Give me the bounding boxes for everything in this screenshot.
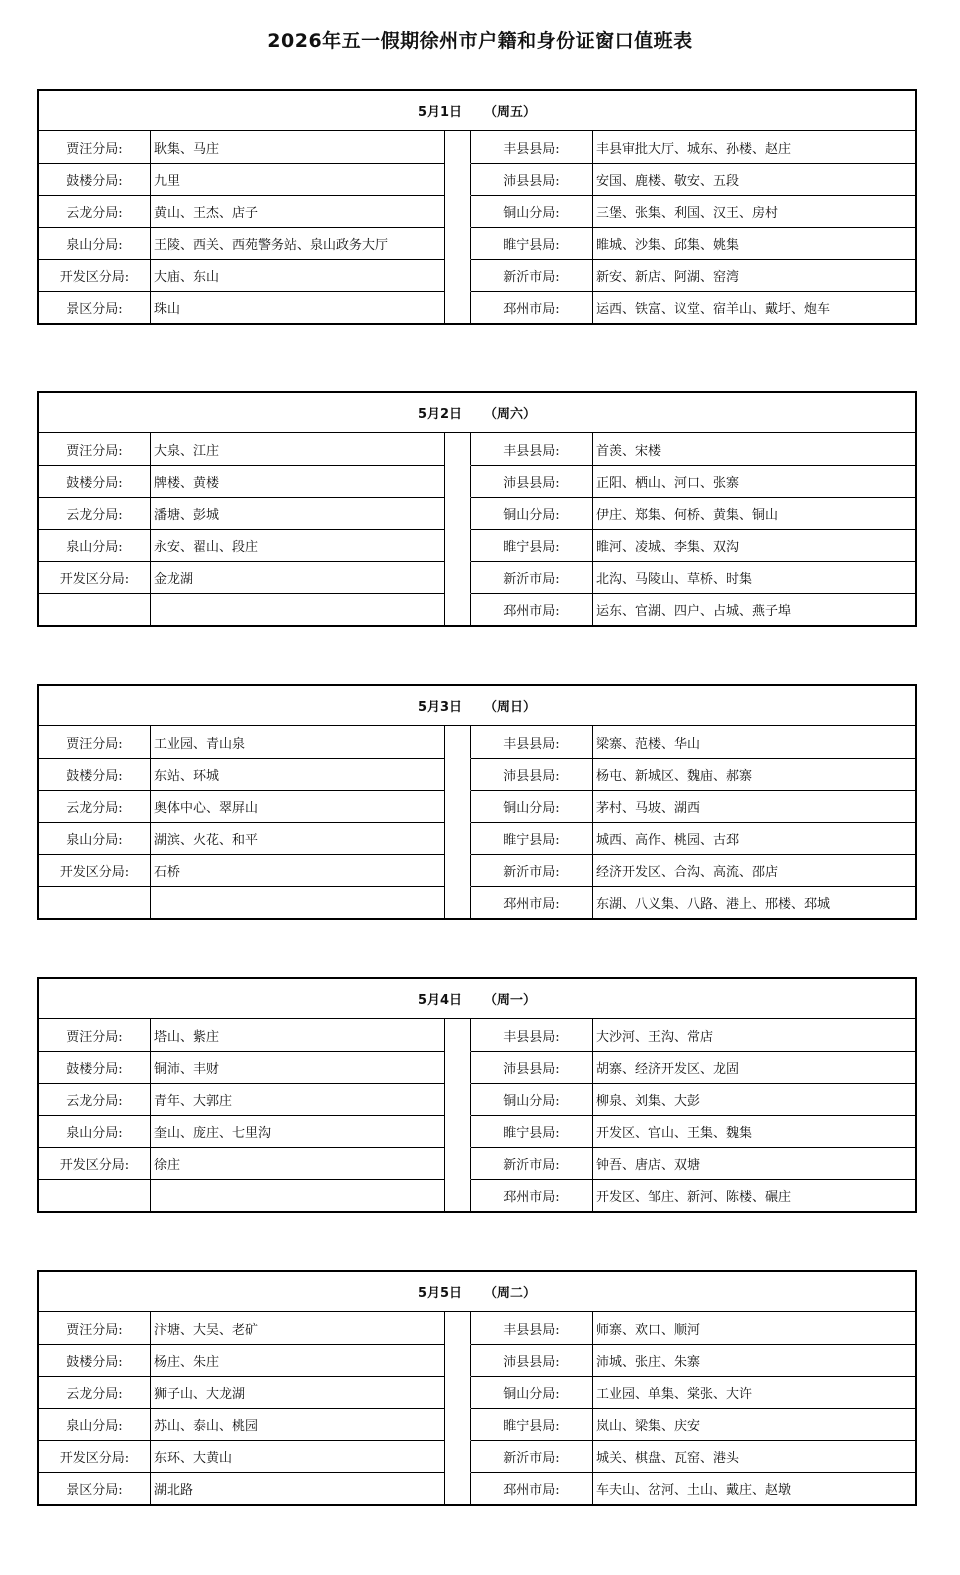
right-bureau-name: 铜山分局: [471,791,593,822]
table-row [39,529,915,561]
day-date: 5月5日 [417,1286,463,1301]
right-bureau-name: 丰县县局: [471,1312,593,1344]
column-gap [445,1083,471,1115]
right-bureau-name: 铜山分局: [471,196,593,227]
left-window-list: 潘塘、彭城 [151,498,445,529]
right-bureau-name: 邳州市局: [471,887,593,918]
right-window-list: 三堡、张集、利国、汉王、房村 [596,206,779,221]
left-bureau-name: 贾汪分局: [39,1312,151,1344]
column-gap [445,131,471,163]
column-gap [445,227,471,259]
left-window-list: 金龙湖 [151,562,445,593]
right-bureau-name: 睢宁县局: [471,530,593,561]
right-bureau-name: 睢宁县局: [471,823,593,854]
left-window-list: 大泉、江庄 [151,433,445,465]
table-row [39,131,915,163]
left-window-list: 徐庄 [151,1148,445,1179]
day-weekday: （周五） [484,105,537,120]
left-window-list: 工业园、青山泉 [151,726,445,758]
column-gap [445,822,471,854]
right-window-list: 开发区、邹庄、新河、陈楼、碾庄 [596,1190,792,1205]
left-bureau-name: 鼓楼分局: [39,1345,151,1376]
table-row [39,822,915,854]
left-window-list: 东站、环城 [151,759,445,790]
table-row [39,593,915,625]
right-window-list: 钟吾、唐店、双塘 [596,1158,701,1173]
day-weekday: （周日） [484,700,537,715]
column-gap [445,1312,471,1344]
left-window-list: 九里 [151,164,445,195]
right-window-list: 运西、铁富、议堂、宿羊山、戴圩、炮车 [596,302,831,317]
right-bureau-name: 新沂市局: [471,1441,593,1472]
right-bureau-name: 睢宁县局: [471,1409,593,1440]
right-window-list: 东湖、八义集、八路、港上、邢楼、邳城 [596,897,831,912]
right-window-list: 开发区、官山、王集、魏集 [596,1126,753,1141]
left-bureau-name: 鼓楼分局: [39,759,151,790]
left-window-list [151,1180,445,1211]
right-bureau-name: 睢宁县局: [471,1116,593,1147]
left-bureau-name [39,1180,151,1211]
table-row [39,465,915,497]
table-row [39,1344,915,1376]
left-bureau-name: 鼓楼分局: [39,164,151,195]
duty-table-day-4 [37,977,917,1213]
left-window-list: 王陵、西关、西苑警务站、泉山政务大厅 [151,228,445,259]
table-row [39,163,915,195]
left-bureau-name [39,887,151,918]
column-gap [445,854,471,886]
right-bureau-name: 新沂市局: [471,1148,593,1179]
table-row [39,1472,915,1504]
table-row [39,886,915,918]
right-window-list: 沛城、张庄、朱寨 [596,1355,701,1370]
left-bureau-name: 贾汪分局: [39,726,151,758]
right-bureau-name: 邳州市局: [471,1473,593,1504]
right-window-list: 运东、官湖、四户、占城、燕子埠 [596,604,792,619]
table-row [39,1115,915,1147]
left-window-list: 湖滨、火花、和平 [151,823,445,854]
right-bureau-name: 睢宁县局: [471,228,593,259]
left-window-list: 狮子山、大龙湖 [151,1377,445,1408]
column-gap [445,726,471,758]
column-gap [445,163,471,195]
column-gap [445,561,471,593]
left-bureau-name: 泉山分局: [39,228,151,259]
duty-table-day-3 [37,684,917,920]
right-window-list: 丰县审批大厅、城东、孙楼、赵庄 [596,141,792,157]
left-window-list: 杨庄、朱庄 [151,1345,445,1376]
column-gap [445,1115,471,1147]
left-bureau-name: 泉山分局: [39,530,151,561]
left-bureau-name: 云龙分局: [39,196,151,227]
left-window-list: 青年、大郭庄 [151,1084,445,1115]
left-bureau-name: 开发区分局: [39,855,151,886]
right-bureau-name: 铜山分局: [471,1377,593,1408]
right-window-list: 城西、高作、桃园、古邳 [596,833,740,848]
left-window-list: 永安、翟山、段庄 [151,530,445,561]
left-bureau-name: 开发区分局: [39,1148,151,1179]
day-date: 5月3日 [417,700,463,715]
right-bureau-name: 新沂市局: [471,260,593,291]
day-date: 5月2日 [417,407,463,422]
right-bureau-name: 丰县县局: [471,433,593,465]
column-gap [445,758,471,790]
table-row [39,259,915,291]
right-window-list: 新安、新店、阿湖、窑湾 [596,270,740,285]
table-row [39,195,915,227]
column-gap [445,1051,471,1083]
table-row [39,1083,915,1115]
right-bureau-name: 丰县县局: [471,1019,593,1051]
right-window-list: 大沙河、王沟、常店 [596,1029,714,1045]
left-bureau-name: 泉山分局: [39,1409,151,1440]
left-window-list: 塔山、紫庄 [151,1019,445,1051]
right-bureau-name: 沛县县局: [471,1345,593,1376]
right-window-list: 柳泉、刘集、大彭 [596,1094,701,1109]
table-row [39,433,915,465]
left-window-list [151,594,445,625]
left-window-list: 奎山、庞庄、七里沟 [151,1116,445,1147]
right-window-list: 北沟、马陵山、草桥、时集 [596,572,753,587]
left-bureau-name: 贾汪分局: [39,1019,151,1051]
column-gap [445,886,471,918]
right-bureau-name: 邳州市局: [471,594,593,625]
table-row [39,227,915,259]
right-bureau-name: 邳州市局: [471,1180,593,1211]
column-gap [445,1440,471,1472]
column-gap [445,593,471,625]
right-window-list: 城关、棋盘、瓦窑、港头 [596,1451,740,1466]
right-window-list: 师寨、欢口、顺河 [596,1322,701,1338]
left-bureau-name: 云龙分局: [39,1084,151,1115]
column-gap [445,1147,471,1179]
table-row [39,1019,915,1051]
left-bureau-name: 云龙分局: [39,498,151,529]
right-window-list: 胡寨、经济开发区、龙固 [596,1062,740,1077]
right-window-list: 安国、鹿楼、敬安、五段 [596,174,740,189]
duty-table-day-5 [37,1270,917,1506]
left-bureau-name: 景区分局: [39,292,151,323]
right-bureau-name: 丰县县局: [471,131,593,163]
left-bureau-name: 云龙分局: [39,791,151,822]
table-row [39,1147,915,1179]
table-row [39,561,915,593]
right-bureau-name: 铜山分局: [471,498,593,529]
right-bureau-name: 邳州市局: [471,292,593,323]
column-gap [445,1472,471,1504]
column-gap [445,1344,471,1376]
right-window-list: 经济开发区、合沟、高流、邵店 [596,865,779,880]
right-window-list: 正阳、栖山、河口、张寨 [596,476,740,491]
table-row [39,854,915,886]
left-bureau-name: 贾汪分局: [39,131,151,163]
right-bureau-name: 沛县县局: [471,759,593,790]
right-window-list: 梁寨、范楼、华山 [596,736,701,752]
column-gap [445,1408,471,1440]
left-bureau-name: 开发区分局: [39,260,151,291]
table-row [39,291,915,323]
right-bureau-name: 新沂市局: [471,562,593,593]
table-row [39,758,915,790]
column-gap [445,433,471,465]
day-header [39,91,915,131]
column-gap [445,1376,471,1408]
left-window-list: 大庙、东山 [151,260,445,291]
column-gap [445,497,471,529]
left-bureau-name: 泉山分局: [39,1116,151,1147]
table-row [39,1408,915,1440]
column-gap [445,790,471,822]
day-date: 5月1日 [417,105,463,120]
left-window-list: 珠山 [151,292,445,323]
table-row [39,1051,915,1083]
page-title: 2026年五一假期徐州市户籍和身份证窗口值班表 [267,30,693,52]
table-row [39,790,915,822]
right-bureau-name: 沛县县局: [471,1052,593,1083]
right-window-list: 首羡、宋楼 [596,443,662,459]
left-window-list: 湖北路 [151,1473,445,1504]
column-gap [445,195,471,227]
right-window-list: 工业园、单集、棠张、大许 [596,1387,753,1402]
day-weekday: （周一） [484,993,537,1008]
left-bureau-name: 鼓楼分局: [39,1052,151,1083]
column-gap [445,1179,471,1211]
left-window-list: 苏山、泰山、桃园 [151,1409,445,1440]
left-bureau-name: 开发区分局: [39,1441,151,1472]
right-window-list: 岚山、梁集、庆安 [596,1419,701,1434]
left-window-list: 耿集、马庄 [151,131,445,163]
left-window-list: 汴塘、大吴、老矿 [151,1312,445,1344]
column-gap [445,291,471,323]
left-bureau-name: 开发区分局: [39,562,151,593]
left-bureau-name: 贾汪分局: [39,433,151,465]
day-weekday: （周二） [484,1286,537,1301]
day-date: 5月4日 [417,993,463,1008]
left-bureau-name [39,594,151,625]
column-gap [445,465,471,497]
right-window-list: 杨屯、新城区、魏庙、郝寨 [596,769,753,784]
right-bureau-name: 沛县县局: [471,466,593,497]
right-window-list: 伊庄、郑集、何桥、黄集、铜山 [596,508,779,523]
right-window-list: 睢河、凌城、李集、双沟 [596,540,740,555]
right-window-list: 睢城、沙集、邱集、姚集 [596,238,740,253]
right-bureau-name: 沛县县局: [471,164,593,195]
left-bureau-name: 泉山分局: [39,823,151,854]
day-header [39,393,915,433]
day-header [39,686,915,726]
column-gap [445,259,471,291]
duty-table-day-2 [37,391,917,627]
day-header [39,979,915,1019]
right-window-list: 车夫山、岔河、土山、戴庄、赵墩 [596,1483,792,1498]
left-window-list: 铜沛、丰财 [151,1052,445,1083]
column-gap [445,1019,471,1051]
table-row [39,726,915,758]
table-row [39,1376,915,1408]
right-bureau-name: 铜山分局: [471,1084,593,1115]
left-bureau-name: 云龙分局: [39,1377,151,1408]
left-window-list [151,887,445,918]
column-gap [445,529,471,561]
day-header [39,1272,915,1312]
left-bureau-name: 景区分局: [39,1473,151,1504]
right-bureau-name: 丰县县局: [471,726,593,758]
left-window-list: 牌楼、黄楼 [151,466,445,497]
left-window-list: 奥体中心、翠屏山 [151,791,445,822]
right-bureau-name: 新沂市局: [471,855,593,886]
left-window-list: 东环、大黄山 [151,1441,445,1472]
table-row [39,1440,915,1472]
day-weekday: （周六） [484,407,537,422]
right-window-list: 茅村、马坡、湖西 [596,801,701,816]
left-bureau-name: 鼓楼分局: [39,466,151,497]
left-window-list: 黄山、王杰、店子 [151,196,445,227]
table-row [39,497,915,529]
duty-table-day-1 [37,89,917,325]
table-row [39,1179,915,1211]
left-window-list: 石桥 [151,855,445,886]
table-row [39,1312,915,1344]
